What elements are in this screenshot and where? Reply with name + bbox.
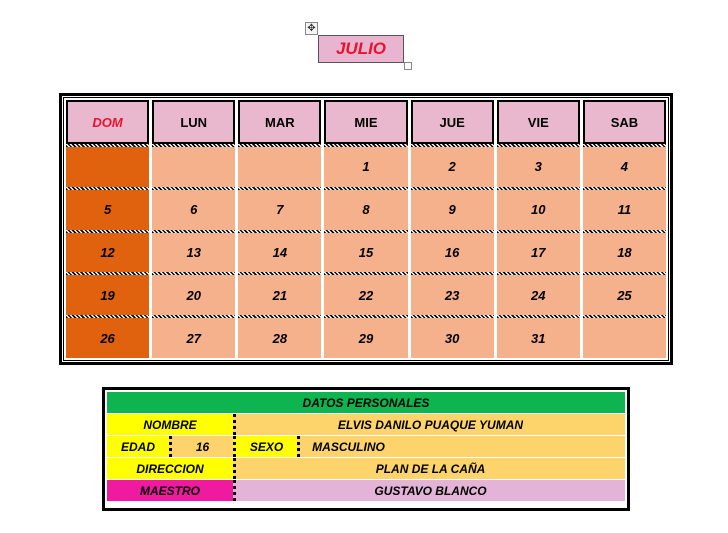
- sexo-value: MASCULINO: [297, 436, 397, 457]
- calendar-grid: [66, 100, 666, 358]
- direccion-value: PLAN DE LA CAÑA: [233, 458, 625, 479]
- day-cell: 12: [66, 233, 149, 273]
- day-cell: 29: [324, 318, 407, 358]
- sexo-filler: [397, 436, 625, 457]
- day-cell: 8: [324, 190, 407, 230]
- day-cell: 3: [497, 147, 580, 187]
- day-cell: 4: [583, 147, 666, 187]
- personal-data-table: [102, 387, 630, 511]
- day-cell: 18: [583, 233, 666, 273]
- header-sab: SAB: [583, 100, 666, 144]
- sexo-label: SEXO: [233, 436, 297, 457]
- day-cell: 15: [324, 233, 407, 273]
- day-cell: 31: [497, 318, 580, 358]
- day-cell: 13: [152, 233, 235, 273]
- day-cell: 27: [152, 318, 235, 358]
- day-cell: 16: [411, 233, 494, 273]
- maestro-value: GUSTAVO BLANCO: [233, 480, 625, 501]
- day-cell: 1: [324, 147, 407, 187]
- direccion-label: DIRECCION: [107, 458, 233, 479]
- day-cell: [152, 147, 235, 187]
- edad-label: EDAD: [107, 436, 169, 457]
- header-dom: DOM: [66, 100, 149, 144]
- day-cell: [66, 147, 149, 187]
- day-cell: 28: [238, 318, 321, 358]
- header-mar: MAR: [238, 100, 321, 144]
- header-lun: LUN: [152, 100, 235, 144]
- day-cell: 7: [238, 190, 321, 230]
- table-move-handle-icon[interactable]: ✥: [305, 22, 318, 35]
- header-vie: VIE: [497, 100, 580, 144]
- day-cell: 30: [411, 318, 494, 358]
- datos-title: DATOS PERSONALES: [107, 392, 625, 413]
- day-cell: 11: [583, 190, 666, 230]
- header-mie: MIE: [324, 100, 407, 144]
- edad-value: 16: [169, 436, 233, 457]
- day-cell: 6: [152, 190, 235, 230]
- day-cell: 2: [411, 147, 494, 187]
- day-cell: 5: [66, 190, 149, 230]
- day-cell: 24: [497, 275, 580, 315]
- day-cell: 20: [152, 275, 235, 315]
- day-cell: 21: [238, 275, 321, 315]
- header-jue: JUE: [411, 100, 494, 144]
- day-cell: 25: [583, 275, 666, 315]
- day-cell: 19: [66, 275, 149, 315]
- nombre-label: NOMBRE: [107, 414, 233, 435]
- month-title: JULIO: [318, 35, 404, 63]
- day-cell: [583, 318, 666, 358]
- nombre-value: ELVIS DANILO PUAQUE YUMAN: [233, 414, 625, 435]
- day-cell: 17: [497, 233, 580, 273]
- day-cell: 26: [66, 318, 149, 358]
- day-cell: 23: [411, 275, 494, 315]
- calendar-table: [59, 93, 673, 365]
- day-cell: 14: [238, 233, 321, 273]
- day-cell: [238, 147, 321, 187]
- resize-handle-icon[interactable]: [404, 62, 412, 70]
- maestro-label: MAESTRO: [107, 480, 233, 501]
- day-cell: 9: [411, 190, 494, 230]
- day-cell: 22: [324, 275, 407, 315]
- day-cell: 10: [497, 190, 580, 230]
